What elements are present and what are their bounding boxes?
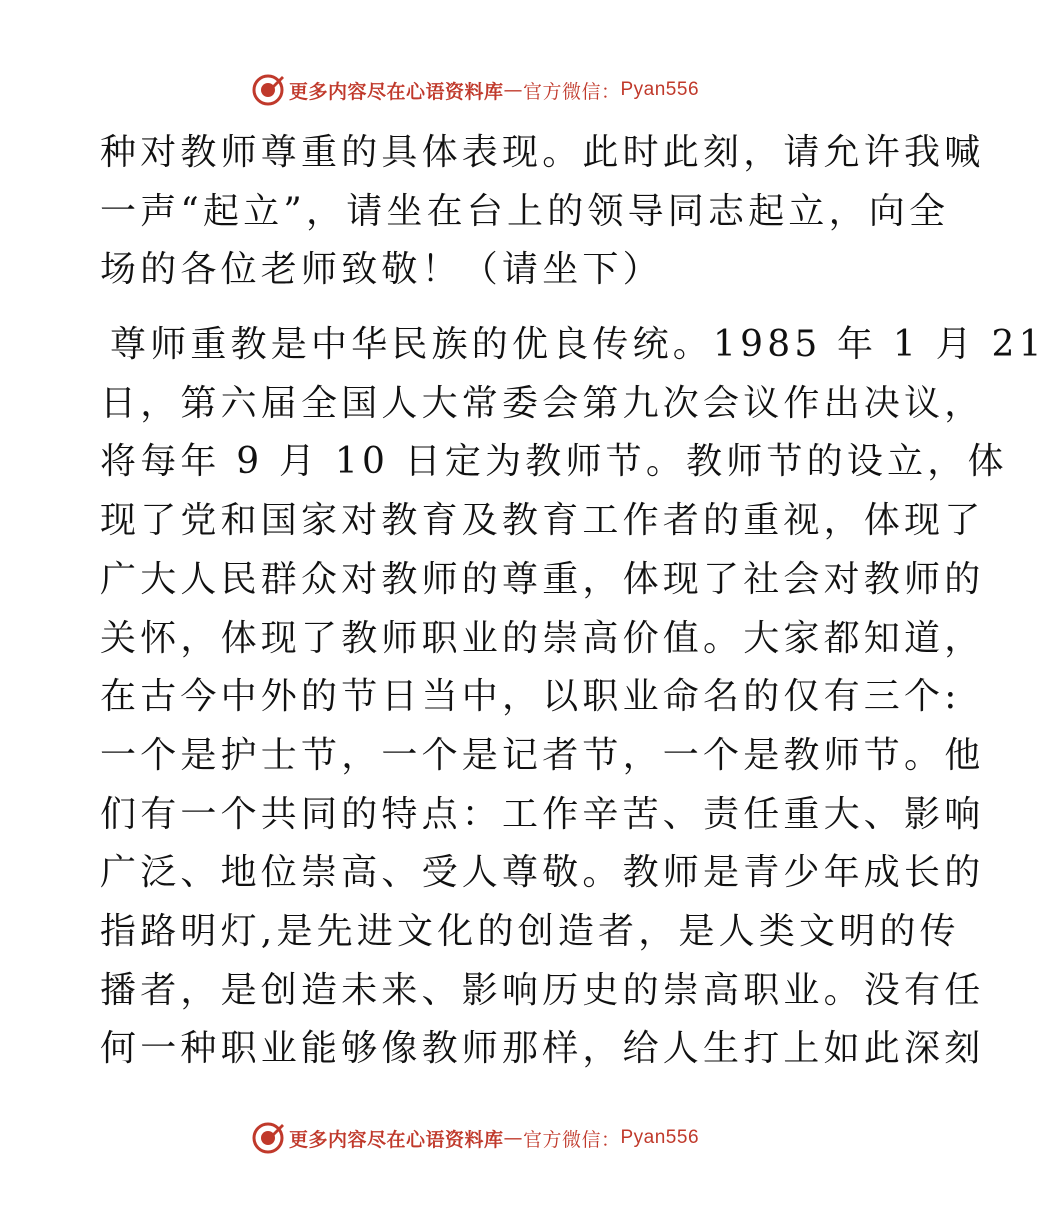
watermark-dash: —: [503, 79, 523, 101]
text-line: 现了党和国家对教育及教育工作者的重视，体现了: [100, 500, 985, 542]
text-line: 指路明灯,是先进文化的创造者，是人类文明的传: [100, 910, 960, 952]
text-line: 场的各位老师致敬！（请坐下）: [100, 249, 663, 291]
text-line: 们有一个共同的特点：工作辛苦、责任重大、影响: [100, 793, 985, 835]
text-line: 一个是护士节，一个是记者节，一个是教师节。他: [100, 734, 985, 776]
watermark-main-text: 更多内容尽在心语资料库: [288, 80, 504, 103]
header-watermark: [0, 70, 950, 110]
text-line: 尊师重教是中华民族的优良传统。1985 年 1 月 21: [110, 324, 1046, 366]
text-line: 将每年 9 月 10 日定为教师节。教师节的设立，体: [100, 441, 1008, 483]
text-line: 广泛、地位崇高、受人尊敬。教师是青少年成长的: [100, 852, 985, 894]
text-line: 广大人民群众对教师的尊重，体现了社会对教师的: [100, 558, 985, 600]
paragraph-1: [100, 124, 985, 300]
text-line: 在古今中外的节日当中，以职业命名的仅有三个:: [100, 676, 961, 718]
text-line: 播者，是创造未来、影响历史的崇高职业。没有任: [100, 969, 985, 1011]
text-line: 种对教师尊重的具体表现。此时此刻，请允许我喊: [100, 132, 985, 173]
watermark-sub-text: 官方微信：: [522, 1128, 621, 1151]
pen-circle-icon: [251, 73, 285, 107]
text-line: 一声“起立”，请坐在台上的领导同志起立，向全: [100, 190, 950, 232]
paragraph-2: [100, 316, 1046, 1079]
pen-circle-icon: [251, 1121, 285, 1155]
document-body: [100, 124, 1046, 1079]
watermark-main-text: 更多内容尽在心语资料库: [288, 1128, 504, 1151]
text-line: 关怀，体现了教师职业的崇高价值。大家都知道，: [100, 617, 985, 659]
watermark-dash: —: [503, 1127, 523, 1149]
watermark-account: Pyan556: [620, 1127, 700, 1148]
watermark-sub-text: 官方微信：: [522, 80, 621, 103]
footer-watermark: [0, 1118, 950, 1158]
text-line: 日，第六届全国人大常委会第九次会议作出决议，: [100, 382, 985, 424]
watermark-account: Pyan556: [620, 79, 700, 100]
text-line: 何一种职业能够像教师那样，给人生打上如此深刻: [100, 1028, 985, 1070]
